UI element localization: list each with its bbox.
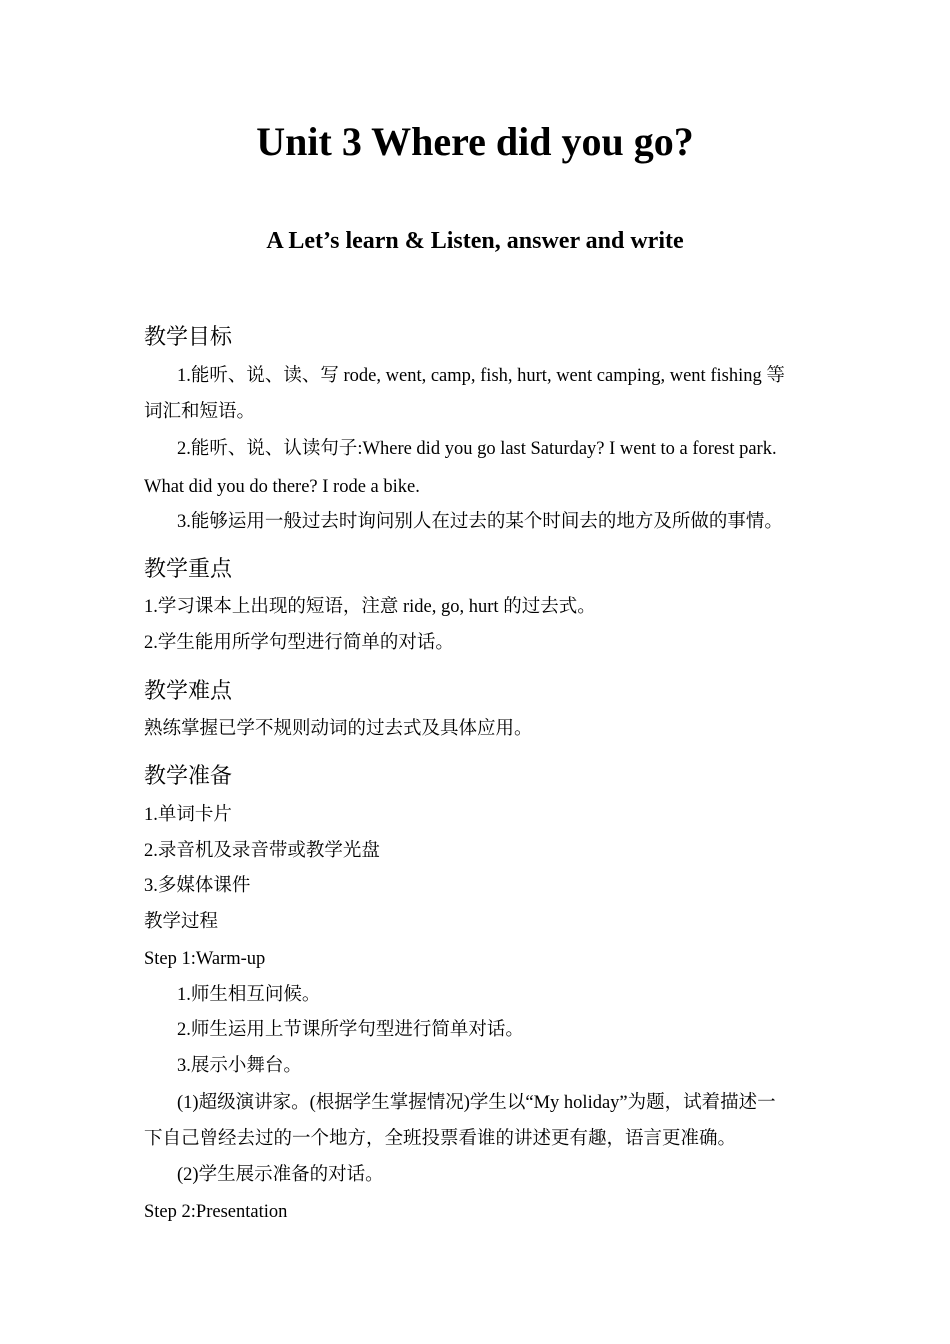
step-1-item-3: 3.展示小舞台。	[177, 1056, 302, 1076]
section-heading-key-points: 教学重点	[144, 557, 233, 582]
preparation-item-1: 1.单词卡片	[144, 805, 232, 825]
section-heading-difficulties: 教学难点	[144, 679, 233, 704]
step-1-sub-1-line-2: 下自己曾经去过的一个地方，全班投票看谁的讲述更有趣，语言更准确。	[144, 1129, 737, 1149]
step-2-label: Step 2:Presentation	[144, 1202, 288, 1222]
document-subtitle: A Let’s learn & Listen, answer and write	[266, 228, 684, 254]
section-heading-objectives: 教学目标	[144, 325, 233, 350]
objective-item-1-line-1: 1.能听、说、读、写 rode, went, camp, fish, hurt, went camping, went fishing 等	[177, 366, 785, 386]
objective-item-3: 3.能够运用一般过去时询问别人在过去的某个时间去的地方及所做的事情。	[177, 512, 783, 532]
step-1-sub-1-line-1: (1)超级演讲家。(根据学生掌握情况)学生以“My holiday”为题，试着描述一	[177, 1093, 776, 1113]
preparation-item-2: 2.录音机及录音带或教学光盘	[144, 841, 380, 861]
step-1-item-1: 1.师生相互问候。	[177, 985, 321, 1005]
key-point-item-2: 2.学生能用所学句型进行简单的对话。	[144, 633, 454, 653]
preparation-item-3: 3.多媒体课件	[144, 876, 251, 896]
section-heading-process: 教学过程	[144, 912, 219, 932]
step-1-label: Step 1:Warm-up	[144, 949, 266, 969]
step-1-item-2: 2.师生运用上节课所学句型进行简单对话。	[177, 1020, 524, 1040]
objective-item-1-line-2: 词汇和短语。	[144, 402, 256, 422]
section-heading-preparation: 教学准备	[144, 764, 233, 789]
objective-item-2-line-1: 2.能听、说、认读句子:Where did you go last Saturday? I went to a forest park.	[177, 439, 777, 459]
document-title: Unit 3 Where did you go?	[256, 119, 694, 164]
step-1-sub-2: (2)学生展示准备的对话。	[177, 1165, 384, 1185]
key-point-item-1: 1.学习课本上出现的短语，注意 ride, go, hurt 的过去式。	[144, 597, 596, 617]
objective-item-2-line-2: What did you do there? I rode a bike.	[144, 477, 420, 497]
difficulty-item-1: 熟练掌握已学不规则动词的过去式及具体应用。	[144, 719, 533, 739]
